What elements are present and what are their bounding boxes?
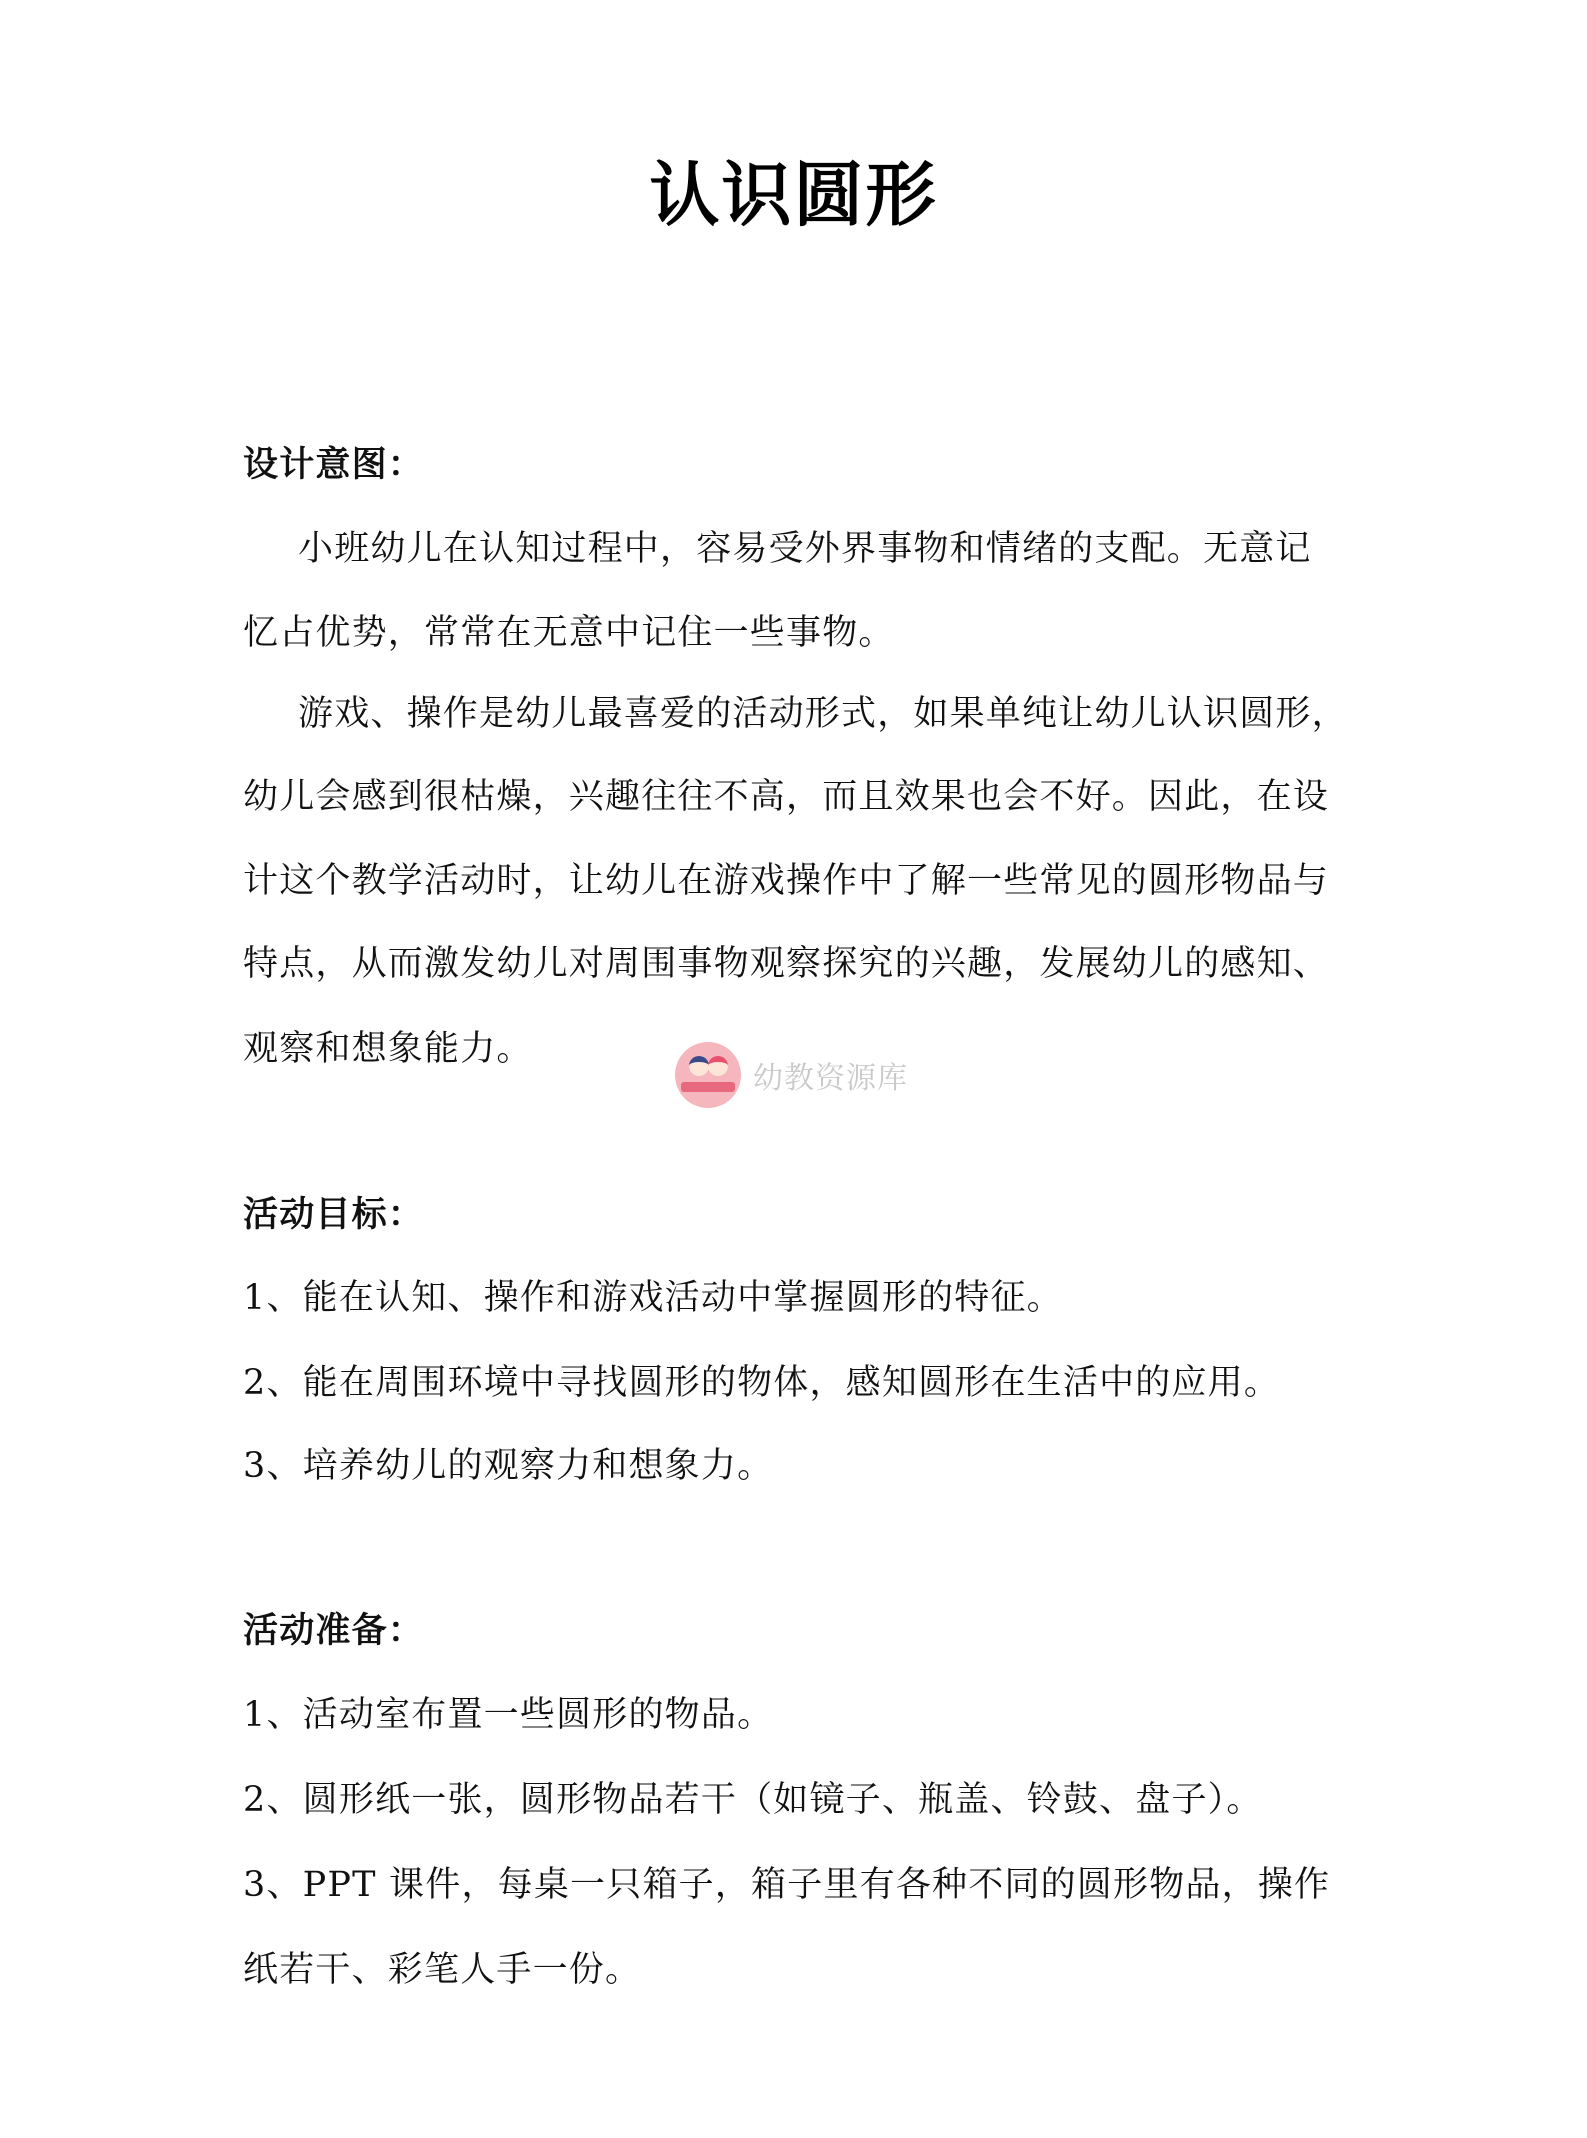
document-title: 认识圆形	[649, 153, 938, 236]
paragraph-line: 游戏、操作是幼儿最喜爱的活动形式，如果单纯让幼儿认识圆形，	[298, 694, 1348, 734]
list-item: 1、活动室布置一些圆形的物品。	[243, 1695, 774, 1735]
paragraph-line: 忆占优势，常常在无意中记住一些事物。	[243, 613, 895, 653]
list-item: 3、培养幼儿的观察力和想象力。	[243, 1446, 774, 1486]
paragraph-line: 特点，从而激发幼儿对周围事物观察探究的兴趣，发展幼儿的感知、	[243, 944, 1330, 984]
paragraph-line: 幼儿会感到很枯燥，兴趣往往不高，而且效果也会不好。因此，在设	[243, 777, 1330, 817]
paragraph-line: 小班幼儿在认知过程中，容易受外界事物和情绪的支配。无意记	[298, 529, 1312, 569]
paragraph-line: 观察和想象能力。	[243, 1029, 533, 1069]
section-heading-activity-goals: 活动目标：	[243, 1194, 425, 1235]
list-item: 纸若干、彩笔人手一份。	[243, 1950, 642, 1990]
list-item: 2、圆形纸一张，圆形物品若干（如镜子、瓶盖、铃鼓、盘子）。	[243, 1780, 1263, 1820]
section-heading-activity-preparation: 活动准备：	[243, 1610, 425, 1651]
list-item: 3、PPT 课件，每桌一只箱子，箱子里有各种不同的圆形物品，操作	[243, 1865, 1331, 1905]
watermark	[675, 1043, 908, 1107]
list-item: 1、能在认知、操作和游戏活动中掌握圆形的特征。	[243, 1278, 1063, 1318]
section-heading-design-intent: 设计意图：	[243, 444, 425, 485]
kids-faces-logo-icon	[675, 1042, 741, 1108]
list-item: 2、能在周围环境中寻找圆形的物体，感知圆形在生活中的应用。	[243, 1363, 1281, 1403]
paragraph-line: 计这个教学活动时，让幼儿在游戏操作中了解一些常见的圆形物品与	[243, 861, 1330, 901]
watermark-text: 幼教资源库	[753, 1061, 908, 1096]
